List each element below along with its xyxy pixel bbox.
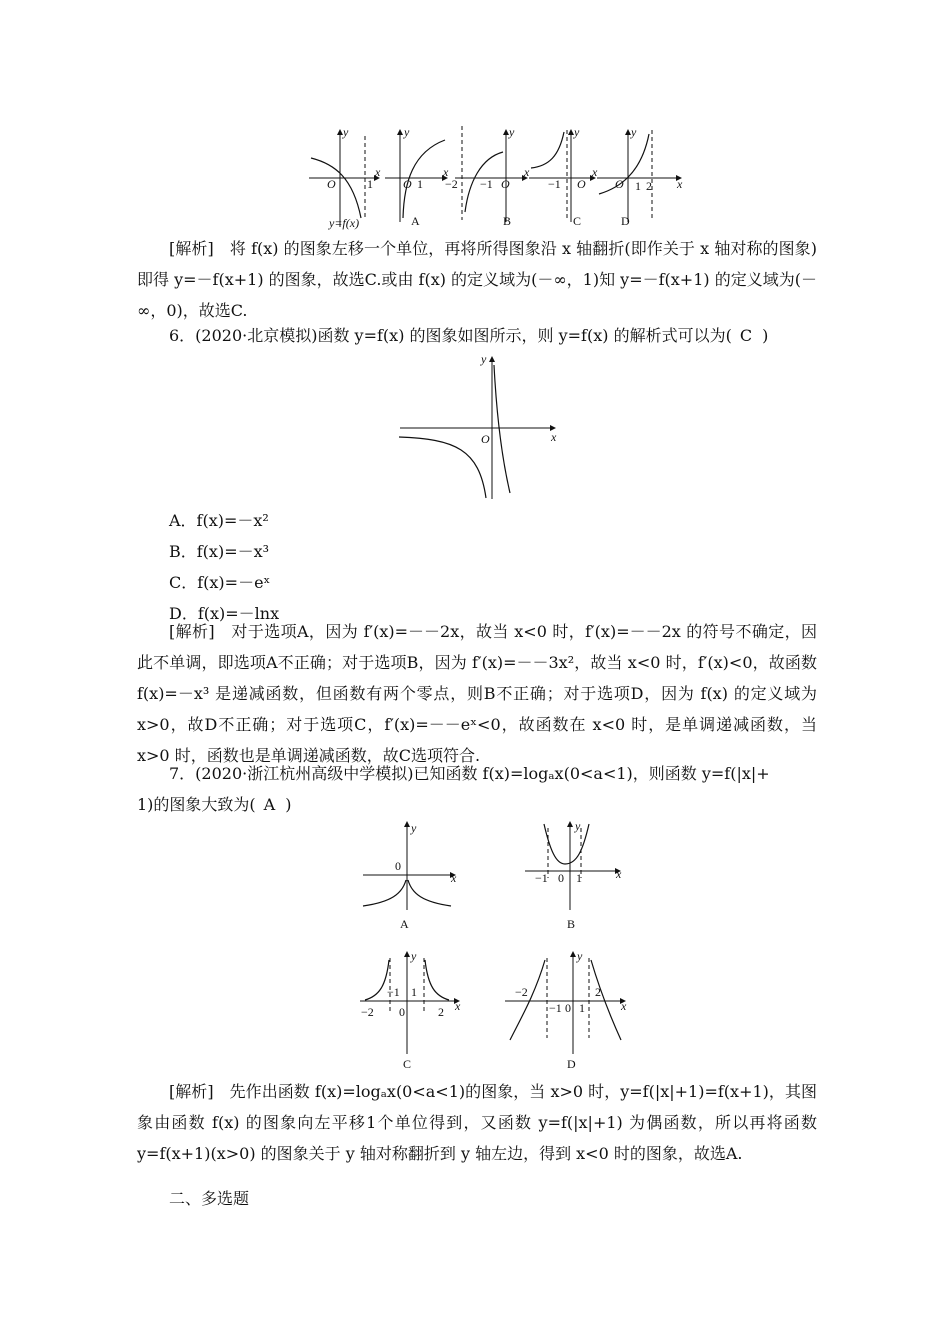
q5-a-tick: 1	[417, 177, 423, 191]
q7-b-x: x	[616, 867, 622, 881]
q5-b-label: B	[503, 214, 512, 228]
q7-a-label: A	[400, 917, 409, 931]
q7-a-zero: 0	[395, 859, 401, 873]
q5-b-tick-right: −1	[480, 177, 493, 191]
q5-figure	[305, 122, 690, 232]
q5-c-x: x	[592, 165, 598, 179]
q7-b-y: y	[575, 819, 581, 833]
q6-x-label: x	[551, 430, 557, 444]
q5-d-tick-1: 1	[635, 179, 641, 193]
q7-stem-suffix: )	[285, 795, 292, 814]
q5-base-graph	[309, 125, 381, 230]
q6-analysis-text: [解析] 对于选项A，因为 f′(x)=－－2x，故当 x<0 时，f′(x)=－－2x 的符号不确定，因此不单调，即选项A不正确；对于选项B，因为 f′(x)=－－3x²，故当 x<0 时，f′(x)<0，故函数 f(x)=－x³ 是递减函数，但函数有两个零点，则B不正确；对于选项D，因为 f(x) 的定义域为 x>0，故D不正确；对于选项C，f′(x)=－－eˣ<0，故函数在 x<0 时，是单调递减函数，当 x>0 时，函数也是单调递减函数，故C选项符合.	[137, 622, 817, 765]
q5-base-origin: O	[327, 177, 336, 191]
q5-a-x: x	[443, 165, 449, 179]
q6-stem	[137, 320, 827, 351]
q5-base-y: y	[343, 125, 349, 139]
q7-option-c-graph	[360, 949, 461, 1071]
q6-figure	[395, 353, 565, 503]
q7-stem-line1: 7．(2020·浙江杭州高级中学模拟)已知函数 f(x)=logₐx(0<a<1)，则函数 y=f(|x|+	[169, 764, 770, 783]
q7-d-x: x	[621, 999, 627, 1013]
q5-b-origin: O	[501, 177, 510, 191]
q7-analysis	[137, 1076, 817, 1169]
q7-d-tick-2: 2	[595, 985, 601, 999]
q7-option-a-graph	[363, 821, 457, 931]
q7-d-tick-0: 0	[565, 1001, 571, 1015]
q7-stem	[137, 758, 817, 820]
q6-option-c: C．f(x)=－eˣ	[169, 573, 271, 592]
q7-d-tick-neg1: −1	[549, 1001, 562, 1015]
q6-analysis	[137, 616, 817, 771]
q6-option-b: B．f(x)=－x³	[169, 542, 270, 561]
q7-c-tick-2: 2	[438, 1005, 444, 1019]
q5-c-tick: −1	[548, 177, 561, 191]
section-2-title: 二、多选题	[169, 1189, 250, 1208]
q7-analysis-text: [解析] 先作出函数 f(x)=logₐx(0<a<1)的图象，当 x>0 时，y=f(|x|+1)=f(x+1)，其图象由函数 f(x) 的图象向左平移1个单位得到，又函数 y=f(|x|+1) 为偶函数，所以再将函数 y=f(x+1)(x>0) 的图象关于 y 轴对称翻折到 y 轴左边，得到 x<0 时的图象，故选A.	[137, 1082, 817, 1163]
q7-b-tick-neg1: −1	[535, 871, 548, 885]
q5-d-label: D	[621, 214, 630, 228]
q7-c-tick-neg1: −1	[387, 985, 400, 999]
q5-d-y: y	[631, 125, 637, 139]
q7-c-tick-1: 1	[411, 985, 417, 999]
q7-d-tick-1: 1	[579, 1001, 585, 1015]
q7-answer: A	[263, 795, 276, 814]
q7-b-label: B	[567, 917, 576, 931]
q5-analysis	[137, 233, 817, 326]
q7-d-tick-neg2: −2	[515, 985, 528, 999]
q5-d-tick-2: 2	[646, 179, 652, 193]
q7-option-b-graph	[525, 819, 622, 931]
q6-option-d: D．f(x)=－lnx	[169, 604, 280, 623]
q6-origin-label: O	[481, 432, 490, 446]
q5-a-label: A	[411, 214, 420, 228]
q7-figure	[355, 818, 635, 1074]
q5-a-origin: O	[403, 177, 412, 191]
q5-c-label: C	[573, 214, 582, 228]
q7-c-label: C	[403, 1057, 412, 1071]
q7-option-d-graph	[505, 949, 627, 1071]
q6-stem-prefix: 6．(2020·北京模拟)函数 y=f(x) 的图象如图所示，则 y=f(x) 的解析式可以为(	[169, 326, 732, 345]
q7-stem-line2: 1)的图象大致为(	[137, 795, 256, 814]
q7-a-y: y	[411, 821, 417, 835]
q7-c-tick-0: 0	[399, 1005, 405, 1019]
q5-a-y: y	[404, 125, 410, 139]
q5-b-x: x	[524, 165, 530, 179]
q6-stem-suffix: )	[762, 326, 769, 345]
q6-y-label: y	[481, 352, 487, 366]
q7-d-label: D	[567, 1057, 576, 1071]
q5-base-tick: 1	[367, 177, 373, 191]
q7-a-x: x	[451, 871, 457, 885]
q5-base-caption: y=f(x)	[329, 216, 360, 230]
q7-c-x: x	[455, 999, 461, 1013]
q6-answer: C	[739, 326, 753, 345]
q6-option-a: A．f(x)=－x²	[169, 511, 269, 530]
q5-base-x: x	[375, 165, 381, 179]
q5-analysis-text: [解析] 将 f(x) 的图象左移一个单位，再将所得图象沿 x 轴翻折(即作关于 x 轴对称的图象)即得 y=－f(x+1) 的图象，故选C.或由 f(x) 的定义域为(－∞，1)知 y=－f(x+1) 的定义域为(－∞，0)，故选C.	[137, 239, 817, 320]
q5-option-d-graph	[597, 125, 683, 228]
q5-c-origin: O	[577, 177, 586, 191]
q7-b-tick-1: 1	[576, 871, 582, 885]
q5-option-a-graph	[385, 125, 449, 228]
q7-c-y: y	[411, 949, 417, 963]
q7-b-tick-0: 0	[558, 871, 564, 885]
q5-option-c-graph	[529, 125, 598, 228]
q5-b-tick-left: −2	[445, 177, 458, 191]
q5-d-origin: O	[615, 177, 624, 191]
q5-c-y: y	[574, 125, 580, 139]
q5-option-b-graph	[445, 125, 530, 228]
q5-d-x: x	[677, 177, 683, 191]
q7-c-tick-neg2: −2	[361, 1005, 374, 1019]
q5-b-y: y	[509, 125, 515, 139]
q7-d-y: y	[577, 949, 583, 963]
